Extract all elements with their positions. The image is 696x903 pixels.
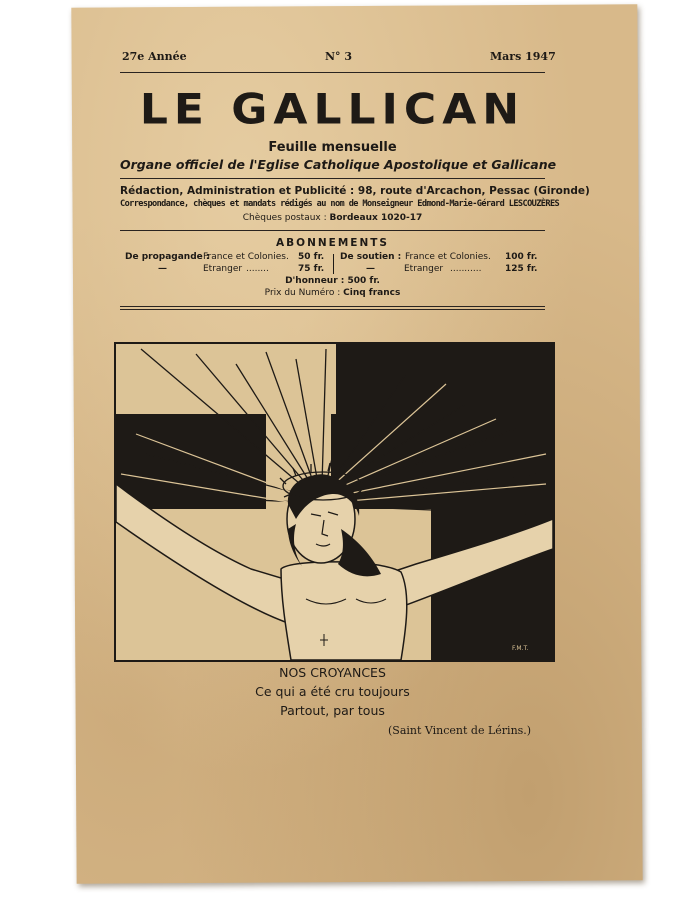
crucifixion-illustration <box>114 342 555 662</box>
propagande-france-price: 50 fr. <box>298 252 325 262</box>
soutien-dots: ........... <box>450 264 482 274</box>
abonnements-title: ABONNEMENTS <box>276 237 389 249</box>
year-label: 27e Année <box>122 50 187 63</box>
honneur-price: D'honneur : 500 fr. <box>285 276 380 286</box>
header-rule-top <box>120 72 545 73</box>
propagande-dash: — <box>158 264 167 274</box>
soutien-etranger: Etranger <box>404 264 444 274</box>
caption-line-2: Ce qui a été cru toujours <box>255 684 410 699</box>
propagande-etranger: Etranger <box>203 264 243 274</box>
caption-line-3: Partout, par tous <box>280 703 385 718</box>
soutien-france: France et Colonies. <box>405 252 491 262</box>
header-rule-lower <box>120 230 545 231</box>
soutien-france-price: 100 fr. <box>505 252 538 262</box>
soutien-etranger-price: 125 fr. <box>505 264 538 274</box>
issue-date: Mars 1947 <box>490 50 556 63</box>
postal-cheques: Chèques postaux : Bordeaux 1020-17 <box>242 213 423 223</box>
header-rule-bottom-2 <box>120 309 545 310</box>
soutien-label: De soutien : <box>340 252 402 262</box>
abonnements-divider <box>333 254 334 274</box>
propagande-dots: ........ <box>246 264 269 274</box>
caption-attribution: (Saint Vincent de Lérins.) <box>388 724 532 737</box>
masthead-subtitle: Feuille mensuelle <box>268 140 397 155</box>
redaction-correspondence: Correspondance, chèques et mandats rédigés au nom de Monseigneur Edmond-Marie-Gérard LESCOUZÈRES <box>120 199 560 209</box>
artist-signature: F.M.T. <box>512 645 529 652</box>
issue-price: Prix du Numéro : Cinq francs <box>264 288 401 298</box>
propagande-etranger-price: 75 fr. <box>298 264 325 274</box>
caption-title: NOS CROYANCES <box>279 665 386 680</box>
crucifixion-drawing <box>116 344 553 660</box>
soutien-dash: — <box>366 264 375 274</box>
masthead-title: LE GALLICAN <box>139 85 526 134</box>
issue-number: N° 3 <box>325 50 353 63</box>
masthead-tagline: Organe officiel de l'Eglise Catholique Apostolique et Gallicane <box>120 157 557 172</box>
propagande-france: France et Colonies. <box>203 252 289 262</box>
header-rule-bottom-1 <box>120 306 545 307</box>
redaction-address: Rédaction, Administration et Publicité : 98, route d'Arcachon, Pessac (Gironde) <box>120 185 590 197</box>
header-rule-middle <box>120 178 545 179</box>
propagande-label: De propagande : <box>125 252 210 262</box>
